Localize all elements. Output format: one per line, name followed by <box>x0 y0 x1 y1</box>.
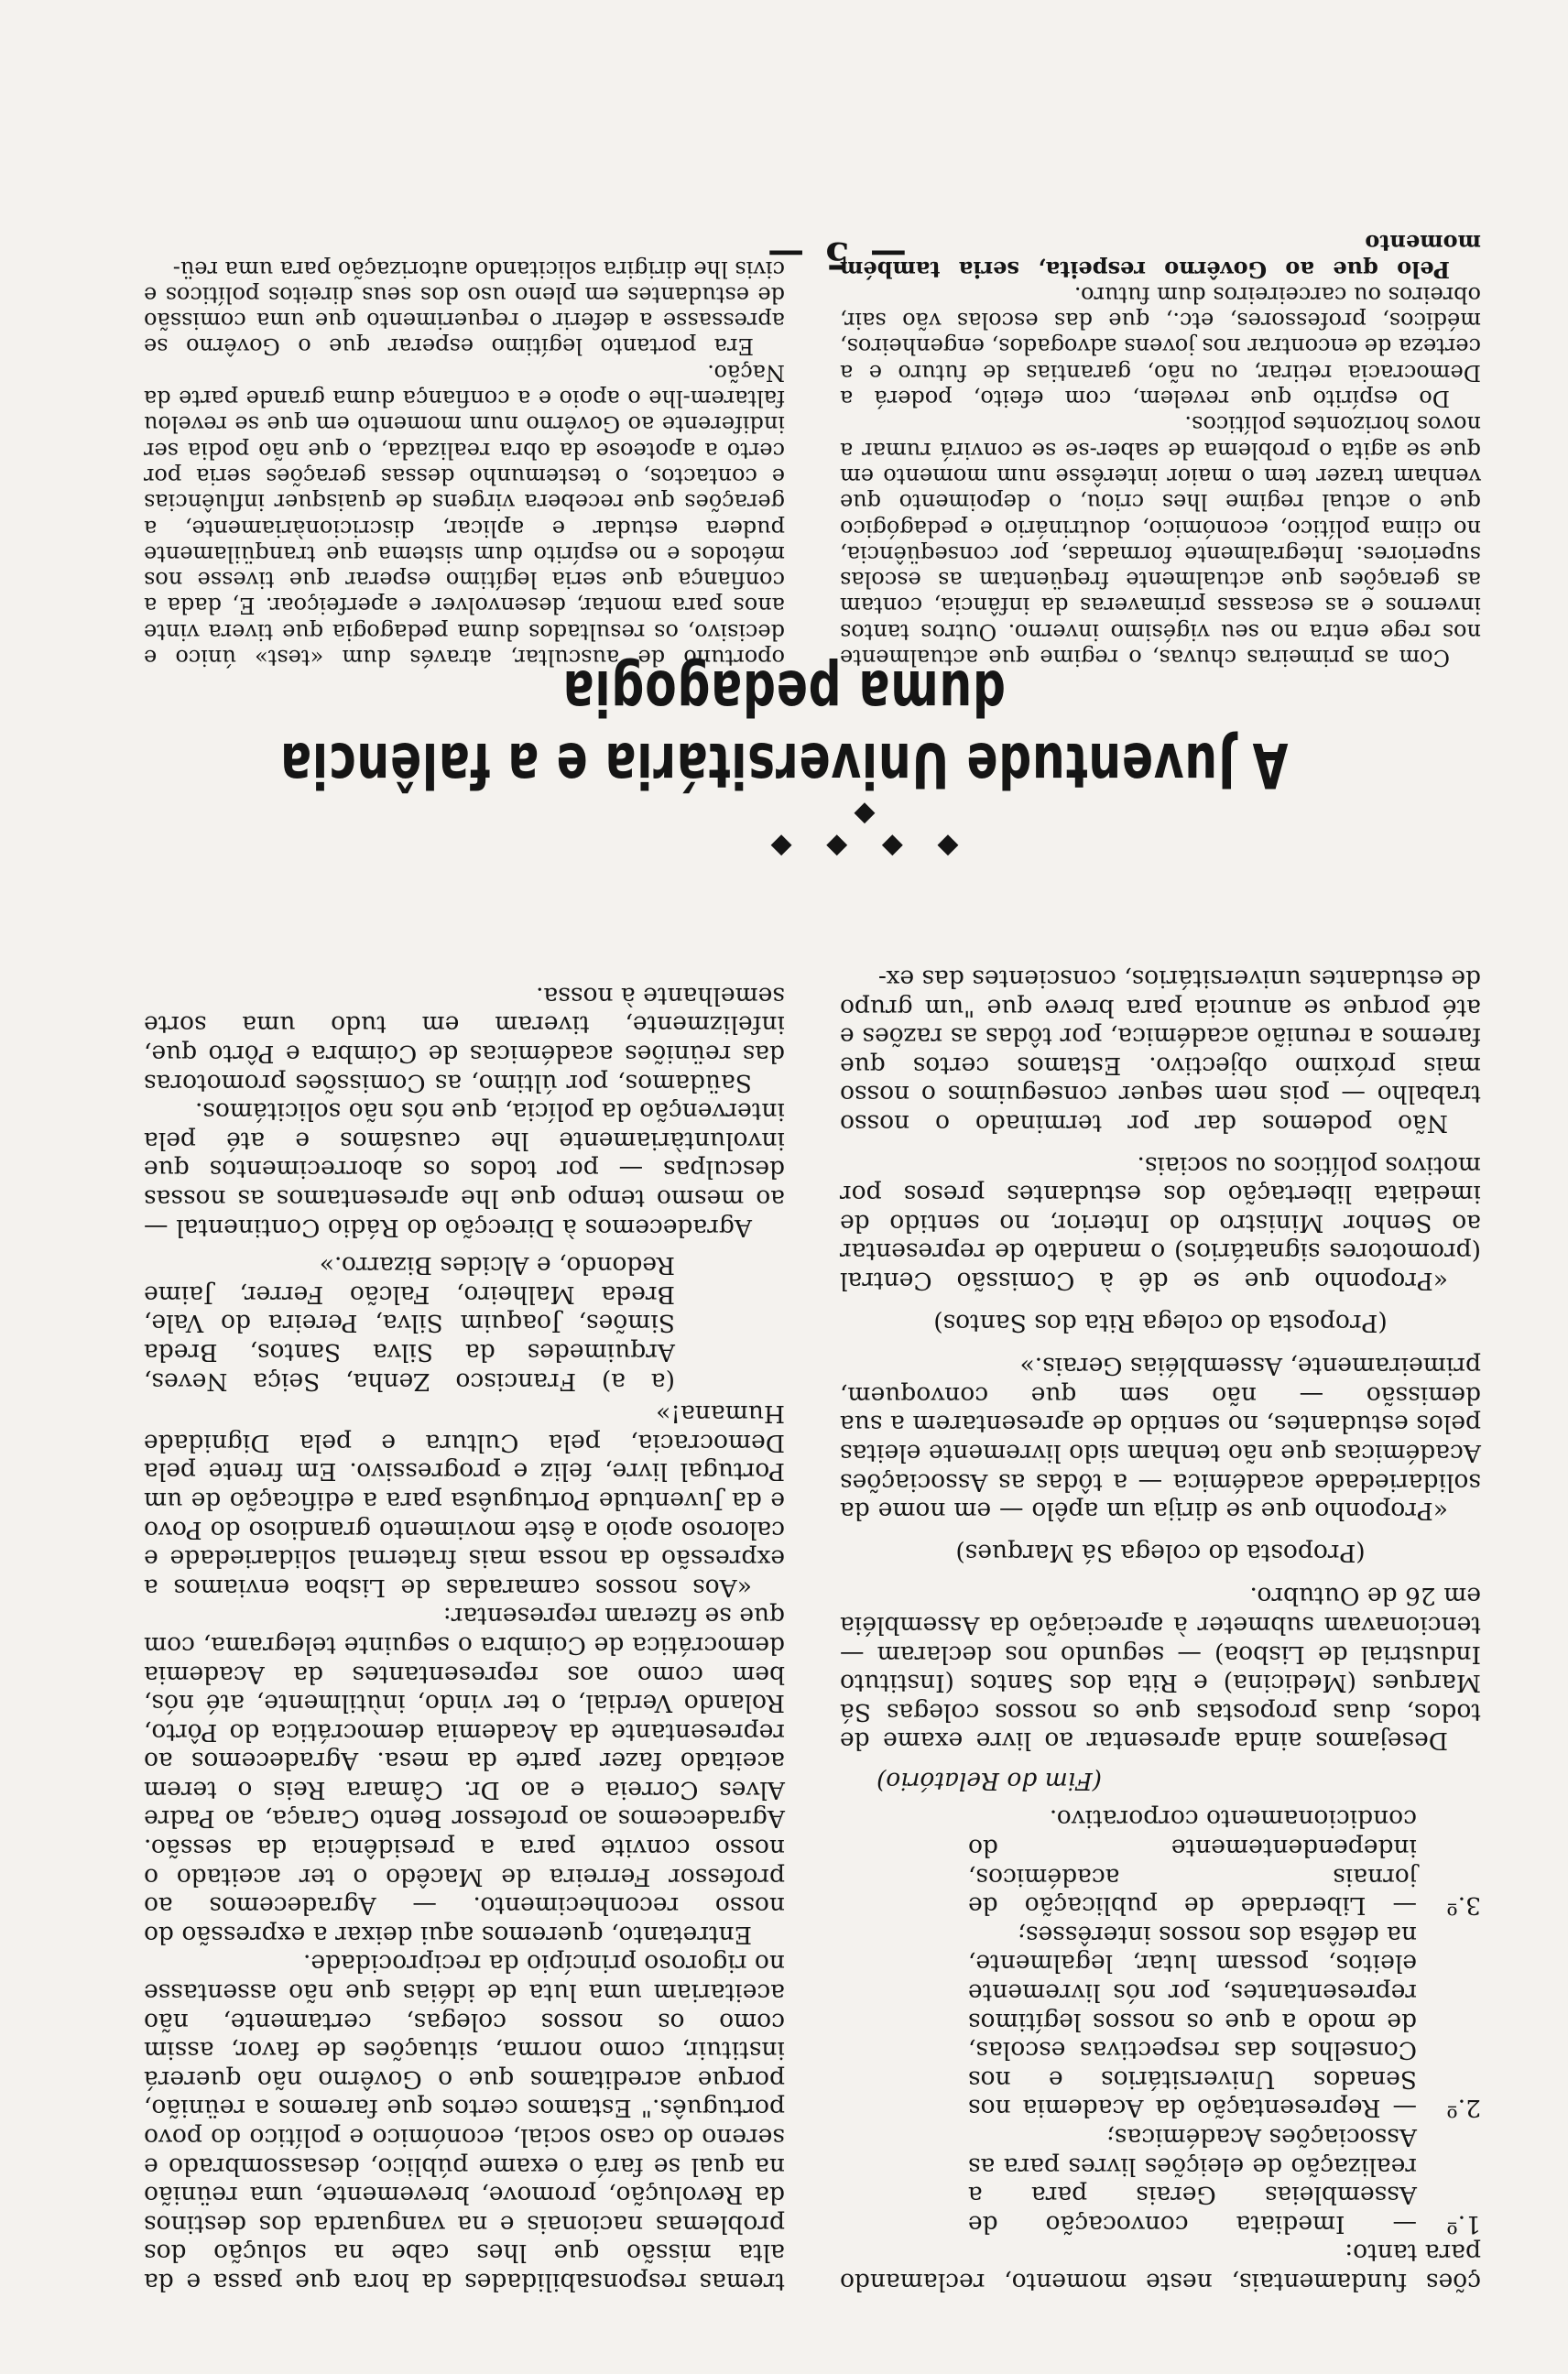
paragraph: Com as primeiras chuvas, o regime que actualmente nos rege entra no seu vigésimo inverno. Outros tantos invernos e as escassas primaveras da infância, contam as gerações que actualmente freqüentam as escolas superiores. Integralmente formadas, por conseqüência, no clima político, económico, doutrinário e pedagógico que o actual regime lhes criou, o depoimento que venham trazer tem o maior interêsse num momento em que se agita o problema de saber-se se convirá rumar a novos horizontes políticos. <box>840 411 1481 670</box>
list-text: — Imediata convocação de Assembleias Gerais para a realização de eleições livres para as Associações Académicas; <box>968 2123 1417 2238</box>
intro-paragraph: ções fundamentais, neste momento, reclamando para tanto: <box>840 2238 1481 2296</box>
top-right-column <box>144 981 785 2296</box>
paragraph: Não podemos dar por terminado o nosso trabalho — pois nem sequer conseguimos o nosso mais próximo objectivo. Estamos certos que faremos a reunião académica, por tôdas as razões e até porque se anuncia para breve que "um grupo de estudantes universitários, conscientes das ex- <box>840 964 1481 1138</box>
proposal-title: (Proposta do colega Rita dos Santos) <box>933 1308 1388 1337</box>
signatories: (a a) Francisco Zenha, Seiça Neves, Arquimedes da Silva Santos, Breda Simões, Joaquim Silva, Pereira do Vale, Breda Malheiro, Falcão Ferrer, Jaime Redondo, e Alcides Bizarro.» <box>144 1251 675 1396</box>
section-separator: ◆ ◆ ◆ ◆ ◆ <box>757 799 959 863</box>
list-text: — Liberdade de publicação de jornais académicos, independentemente do condicionamento corporativo. <box>968 1804 1417 1921</box>
page-number: — 5 — <box>764 234 907 277</box>
paragraph: Desejamos ainda apresentar ao livre exame de todos, duas propostas que os nossos colegas Sá Marques (Medicina) e Rita dos Santos (Instituto Industrial de Lisboa) — segundo nos declaram — tencionavam submeter à apreciação da Assembléia em 26 de Outubro. <box>840 1582 1481 1756</box>
end-of-report: (Fim do Relatório) <box>877 1766 1103 1795</box>
list-text: — Representação da Academia nos Senados Universitários e nos Conselhos das respectivas escolas, de modo a que os nossos legítimos representantes, por nós livremente eleitos, possam lutar, legalmente, na defêsa dos nossos interêsses; <box>968 1920 1417 2123</box>
bottom-left-column <box>840 230 1481 670</box>
list-number: 2.º <box>1446 2094 1481 2123</box>
list-item <box>840 2122 1481 2238</box>
paragraph: tremas responsabilidades da hora que passa e da alta missão que lhes cabe na solução dos problemas nacionais e na vanguarda dos destinos da Revolução, promove, brevemente, uma reünião na qual se fará o exame público, desassombrado e sereno do caso social, económico e político do povo português." Estamos certos que faremos a reünião, porque acreditamos que o Govêrno não quererá instituir, como norma, situações de favor, assim como os nossos colegas, certamente, não aceitariam uma luta de idéias que não assentasse no rigoroso princípio da reciprocidade. <box>144 1949 785 2296</box>
demands-list <box>840 1804 1481 2238</box>
list-item <box>840 1920 1481 2122</box>
bold-paragraph: Pelo que ao Govêrno respeita, seria também momento <box>840 230 1481 283</box>
telegram-paragraph: «Aos nossos camaradas de Lisboa enviamos a expressão da nossa mais fraternal solidariedade e caloroso apoio a êste movimento grandioso do Povo e da Juventude Portuguêsa para a edificação de um Portugal livre, feliz e progressivo. Em frente pela Democracia, pela Cultura e pela Dignidade Humana!» <box>144 1399 785 1602</box>
list-number: 1.º <box>1446 2209 1481 2238</box>
paragraph: Agradecemos à Direcção do Rádio Continental — ao mesmo tempo que lhe apresentamos as nossas desculpas — por todos os aborrecimentos que involuntàriamente lhe causámos e até pela intervenção da polícia, que nós não solicitámos. <box>144 1097 785 1242</box>
bottom-right-column <box>144 256 785 670</box>
list-item <box>840 1804 1481 1920</box>
article-headline: A Juventude Universitária e a falência duma pedagogia <box>279 656 1289 800</box>
paragraph: oportuno de auscultar, através dum «test» único e decisivo, os resultados duma pedagogia que tivera vinte anos para montar, desenvolver e aperfeiçoar. E, dada a confiança que seria legítimo esperar que tivesse nos métodos e no espírito dum sistema que tranqüilamente pudera estudar e aplicar, discricionàriamente, a gerações que recebera virgens de quaisquer influências e contactos, o testemunho dessas gerações seria por certo a apoteose da obra realizada, o que não podia ser indiferente ao Govêrno num momento em que se revelou faltarem-lhe o apoio e a confiança duma grande parte da Nação. <box>144 359 785 670</box>
paragraph: Do espírito que revelem, com efeito, poderá a Democracia retirar, ou não, garantias de futuro e a certeza de encontrar nos jovens advogados, engenheiros, médicos, professores, etc., que das escolas vão sair, obreiros ou carceireiros dum futuro. <box>840 281 1481 412</box>
paragraph: Era portanto legítimo esperar que o Govêrno se apressasse a deferir o requerimento que uma comissão de estudantes em pleno uso dos seus direitos políticos e civis lhe dirigira solicitando autorização para uma reü- <box>144 256 785 360</box>
paragraph: Entretanto, queremos aqui deixar a expressão do nosso reconhecimento. — Agradecemos ao professor Ferreira de Macêdo o ter aceitado o nosso convite para a presidência da sessão. Agradecemos ao professor Bento Caraça, ao Padre Alves Correia e ao Dr. Câmara Reis o terem aceitado fazer parte da mesa. Agradecemos ao representante da Academia democrática do Pôrto, Rolando Verdial, o ter vindo, inùtilmente, até nós, bem como aos representantes da Academia democrática de Coimbra o seguinte telegrama, com que se fizeram representar: <box>144 1602 785 1949</box>
top-left-column <box>840 964 1481 2296</box>
list-number: 3.º <box>1446 1891 1481 1921</box>
paragraph: «Proponho que se dê à Comissão Central (promotores signatários) o mandato de representar ao Senhor Ministro do Interior, no sentido de imediata libertação dos estudantes presos por motivos políticos ou sociais. <box>840 1150 1481 1295</box>
paragraph: Saüdamos, por último, as Comissões promotoras das reüniões académicas de Coimbra e Pôrto que, infelizmente, tiveram em tudo uma sorte semelhante à nossa. <box>144 981 785 1097</box>
paragraph: «Proponho que se dirija um apêlo — em nome da solidariedade académica — a tôdas as Associações Académicas que não tenham sido livremente eleitas pelos estudantes, no sentido de apresentarem a sua demissão — não sem que convoquem, primeiramente, Assembléias Gerais.» <box>840 1352 1481 1526</box>
proposal-title: (Proposta do colega Sá Marques) <box>955 1538 1366 1567</box>
